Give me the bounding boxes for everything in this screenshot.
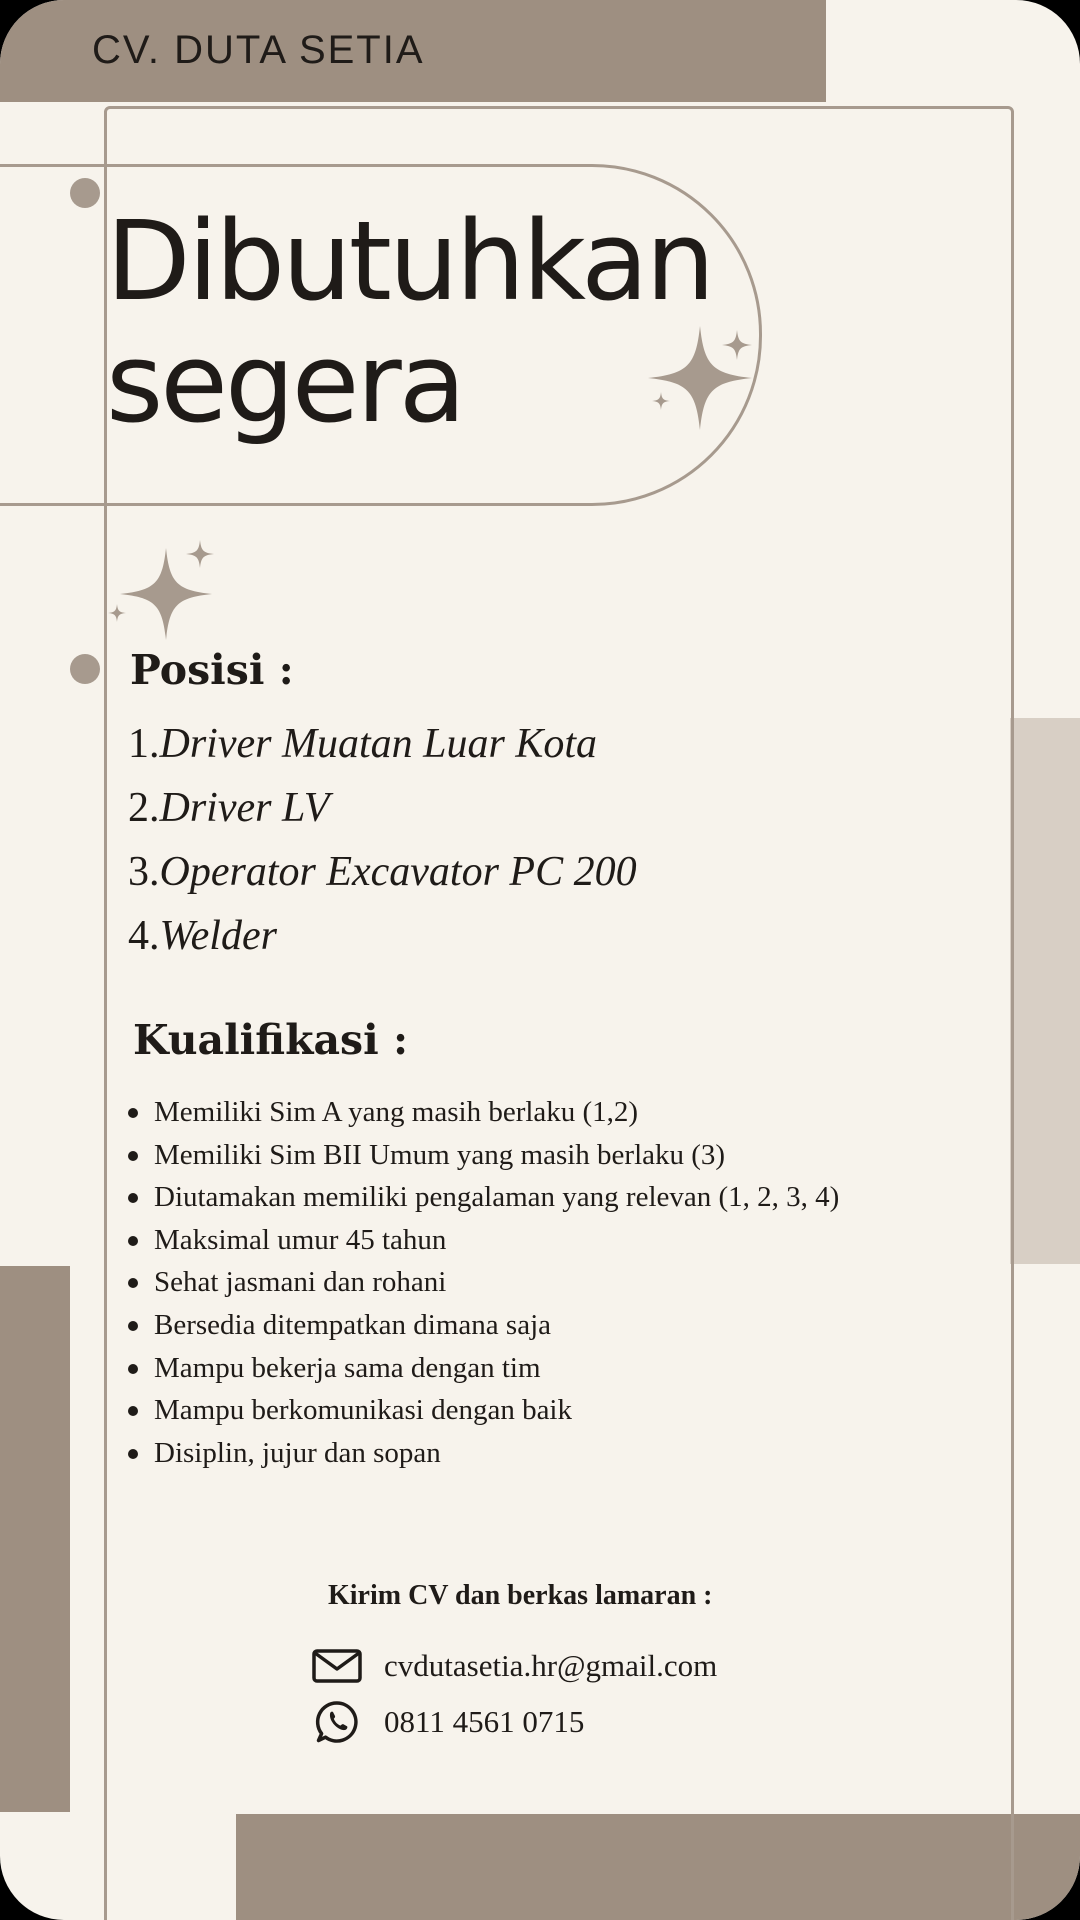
qualification-item: Memiliki Sim BII Umum yang masih berlaku (3) — [128, 1134, 839, 1177]
position-item — [128, 776, 637, 840]
qualification-item: Mampu berkomunikasi dengan baik — [128, 1389, 839, 1432]
qualification-item: Mampu bekerja sama dengan tim — [128, 1347, 839, 1390]
qualification-item: Sehat jasmani dan rohani — [128, 1261, 839, 1304]
position-number: 3. — [128, 849, 160, 895]
sparkle-small-icon — [186, 540, 214, 568]
company-name: CV. DUTA SETIA — [92, 28, 425, 72]
position-item — [128, 712, 637, 776]
apply-instruction: Kirim CV dan berkas lamaran : — [328, 1580, 713, 1611]
decor-dot-middle — [70, 654, 100, 684]
sparkle-small-icon — [722, 330, 752, 360]
email-address[interactable]: cvdutasetia.hr@gmail.com — [384, 1648, 718, 1683]
qualification-item: Disiplin, jujur dan sopan — [128, 1432, 839, 1475]
sparkle-tiny-icon — [108, 604, 126, 622]
headline-line-1: Dibutuhkan — [106, 197, 713, 325]
qualification-item: Maksimal umur 45 tahun — [128, 1219, 839, 1262]
email-contact[interactable] — [312, 1644, 717, 1688]
position-name: Driver Muatan Luar Kota — [159, 721, 598, 767]
qualification-item: Memiliki Sim A yang masih berlaku (1,2) — [128, 1091, 839, 1134]
right-accent-band — [1010, 718, 1080, 1264]
phone-contact[interactable] — [312, 1700, 584, 1744]
sparkle-tiny-icon — [652, 392, 670, 410]
positions-list — [128, 712, 637, 968]
qualification-item: Diutamakan memiliki pengalaman yang relevan (1, 2, 3, 4) — [128, 1176, 839, 1219]
qualification-item: Bersedia ditempatkan dimana saja — [128, 1304, 839, 1347]
qualifications-title: Kualifikasi : — [133, 1016, 409, 1064]
position-name: Driver LV — [159, 785, 330, 831]
whatsapp-icon — [312, 1700, 362, 1744]
headline — [106, 197, 713, 447]
position-item — [128, 840, 637, 904]
position-number: 4. — [128, 913, 160, 959]
position-name: Operator Excavator PC 200 — [159, 849, 637, 895]
positions-title: Posisi : — [130, 646, 294, 694]
headline-line-2: segera — [106, 319, 464, 447]
mail-icon — [312, 1644, 362, 1688]
position-number: 1. — [128, 721, 160, 767]
position-number: 2. — [128, 785, 160, 831]
position-item — [128, 904, 637, 968]
phone-number[interactable]: 0811 4561 0715 — [384, 1704, 585, 1739]
position-name: Welder — [159, 913, 277, 959]
qualifications-list — [128, 1091, 839, 1474]
left-accent-band — [0, 1266, 70, 1812]
decor-dot-top — [70, 178, 100, 208]
